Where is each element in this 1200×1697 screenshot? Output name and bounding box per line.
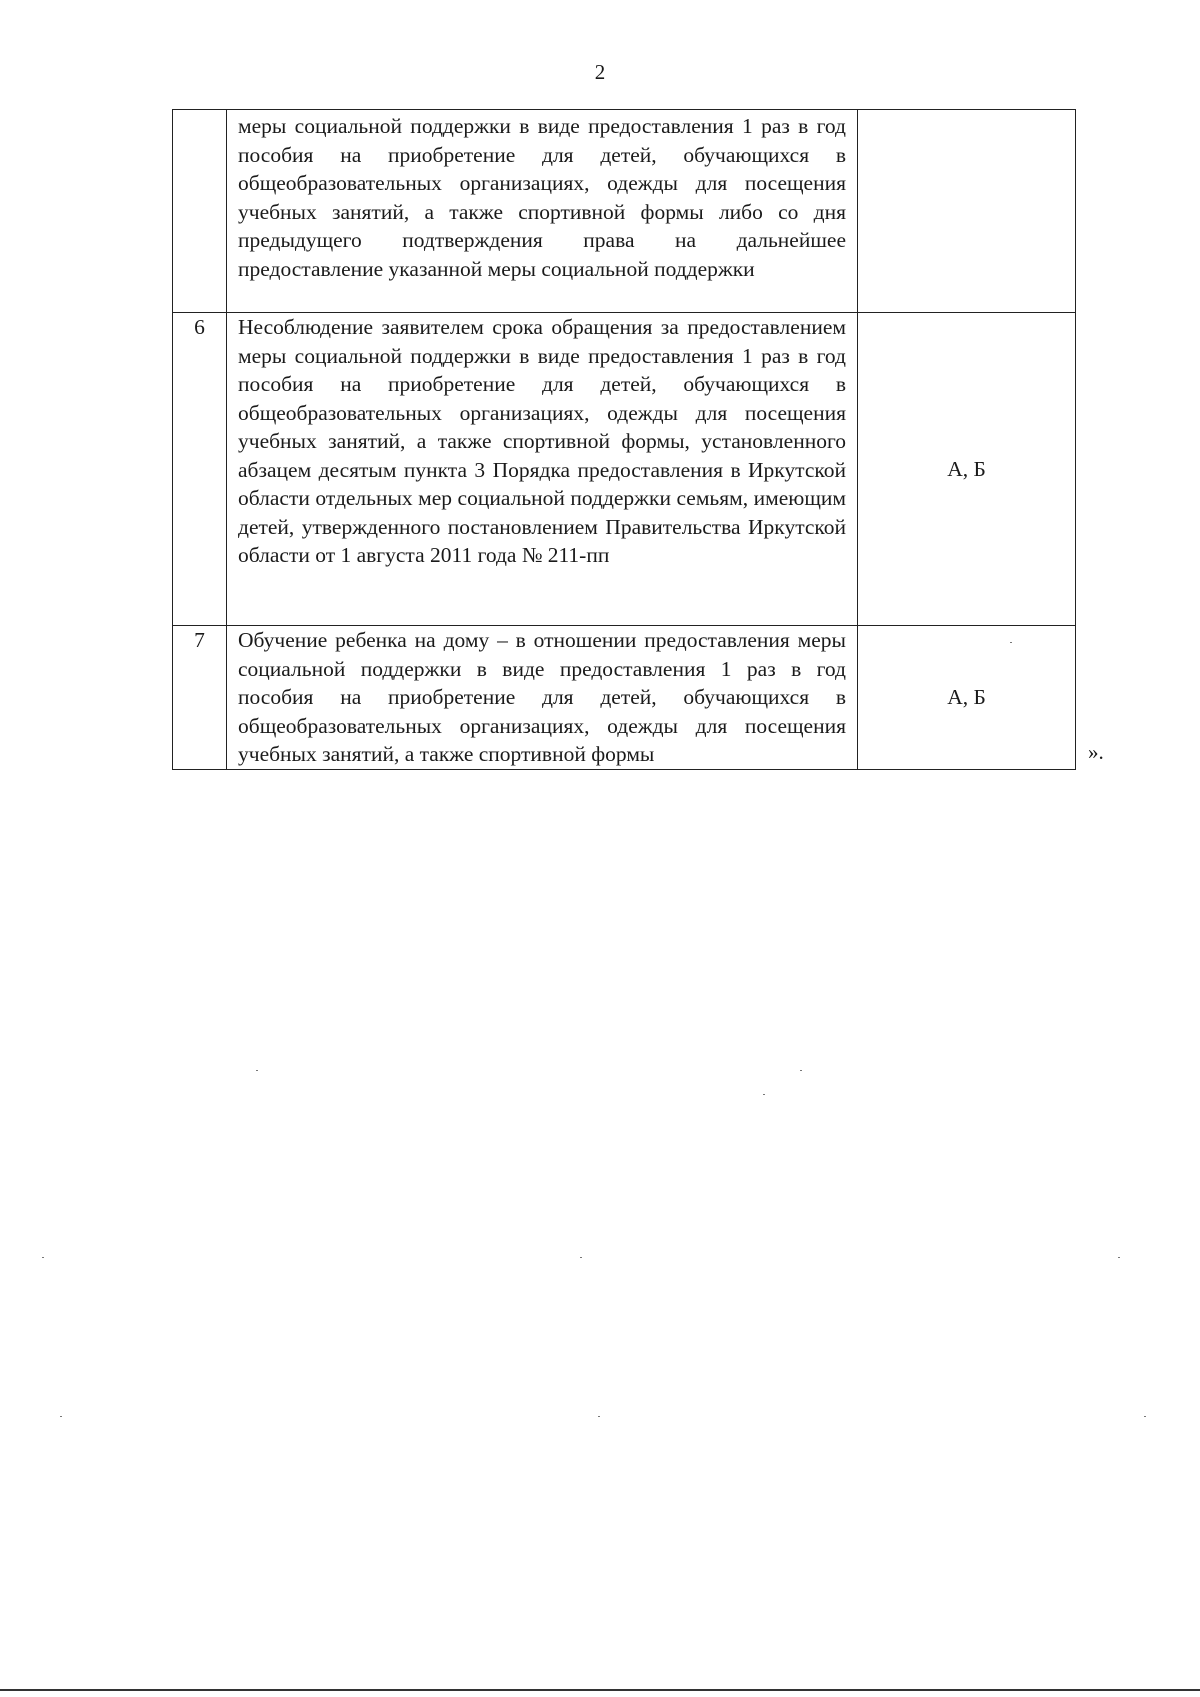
row-code: А, Б xyxy=(858,626,1076,770)
row-code xyxy=(858,110,1076,313)
scan-speck xyxy=(598,1416,600,1417)
table-row xyxy=(173,313,1076,626)
closing-quote-mark: ». xyxy=(1088,740,1104,764)
scan-speck xyxy=(42,1257,44,1258)
grounds-table xyxy=(172,109,1076,770)
row-number xyxy=(173,110,227,313)
row-text: Обучение ребенка на дому – в отношении предоставления меры социальной поддержки в виде предоставления 1 раз в год пособия на приобретение для детей, обучающихся в общеобразовательных организациях, одежды для посещения учебных занятий, а также спортивной формы xyxy=(227,626,858,770)
scan-speck xyxy=(580,1257,582,1258)
table-row xyxy=(173,110,1076,313)
scan-speck xyxy=(800,1070,802,1071)
scan-speck xyxy=(1118,1257,1120,1258)
row-text: Несоблюдение заявителем срока обращения за предоставлением меры социальной поддержки в виде предоставления 1 раз в год пособия на приобретение для детей, обучающихся в общеобразовательных организациях, одежды для посещения учебных занятий, а также спортивной формы, установленного абзацем десятым пункта 3 Порядка предоставления в Иркутской области отдельных мер социальной поддержки семьям, имеющим детей, утвержденного постановлением Правительства Иркутской области от 1 августа 2011 года № 211-пп xyxy=(227,313,858,626)
page-bottom-edge xyxy=(0,1689,1200,1691)
row-text: меры социальной поддержки в виде предоставления 1 раз в год пособия на приобретение для детей, обучающихся в общеобразовательных организациях, одежды для посещения учебных занятий, а также спортивной формы либо со дня предыдущего подтверждения права на дальнейшее предоставление указанной меры социальной поддержки xyxy=(227,110,858,313)
row-code: А, Б xyxy=(858,313,1076,626)
row-number: 6 xyxy=(173,313,227,626)
page-number: 2 xyxy=(594,60,606,84)
scan-speck xyxy=(763,1094,765,1095)
scan-speck xyxy=(1144,1416,1146,1417)
row-number: 7 xyxy=(173,626,227,770)
scan-speck xyxy=(1010,642,1012,643)
scan-speck xyxy=(60,1416,62,1417)
scan-speck xyxy=(256,1070,258,1071)
table-row xyxy=(173,626,1076,770)
